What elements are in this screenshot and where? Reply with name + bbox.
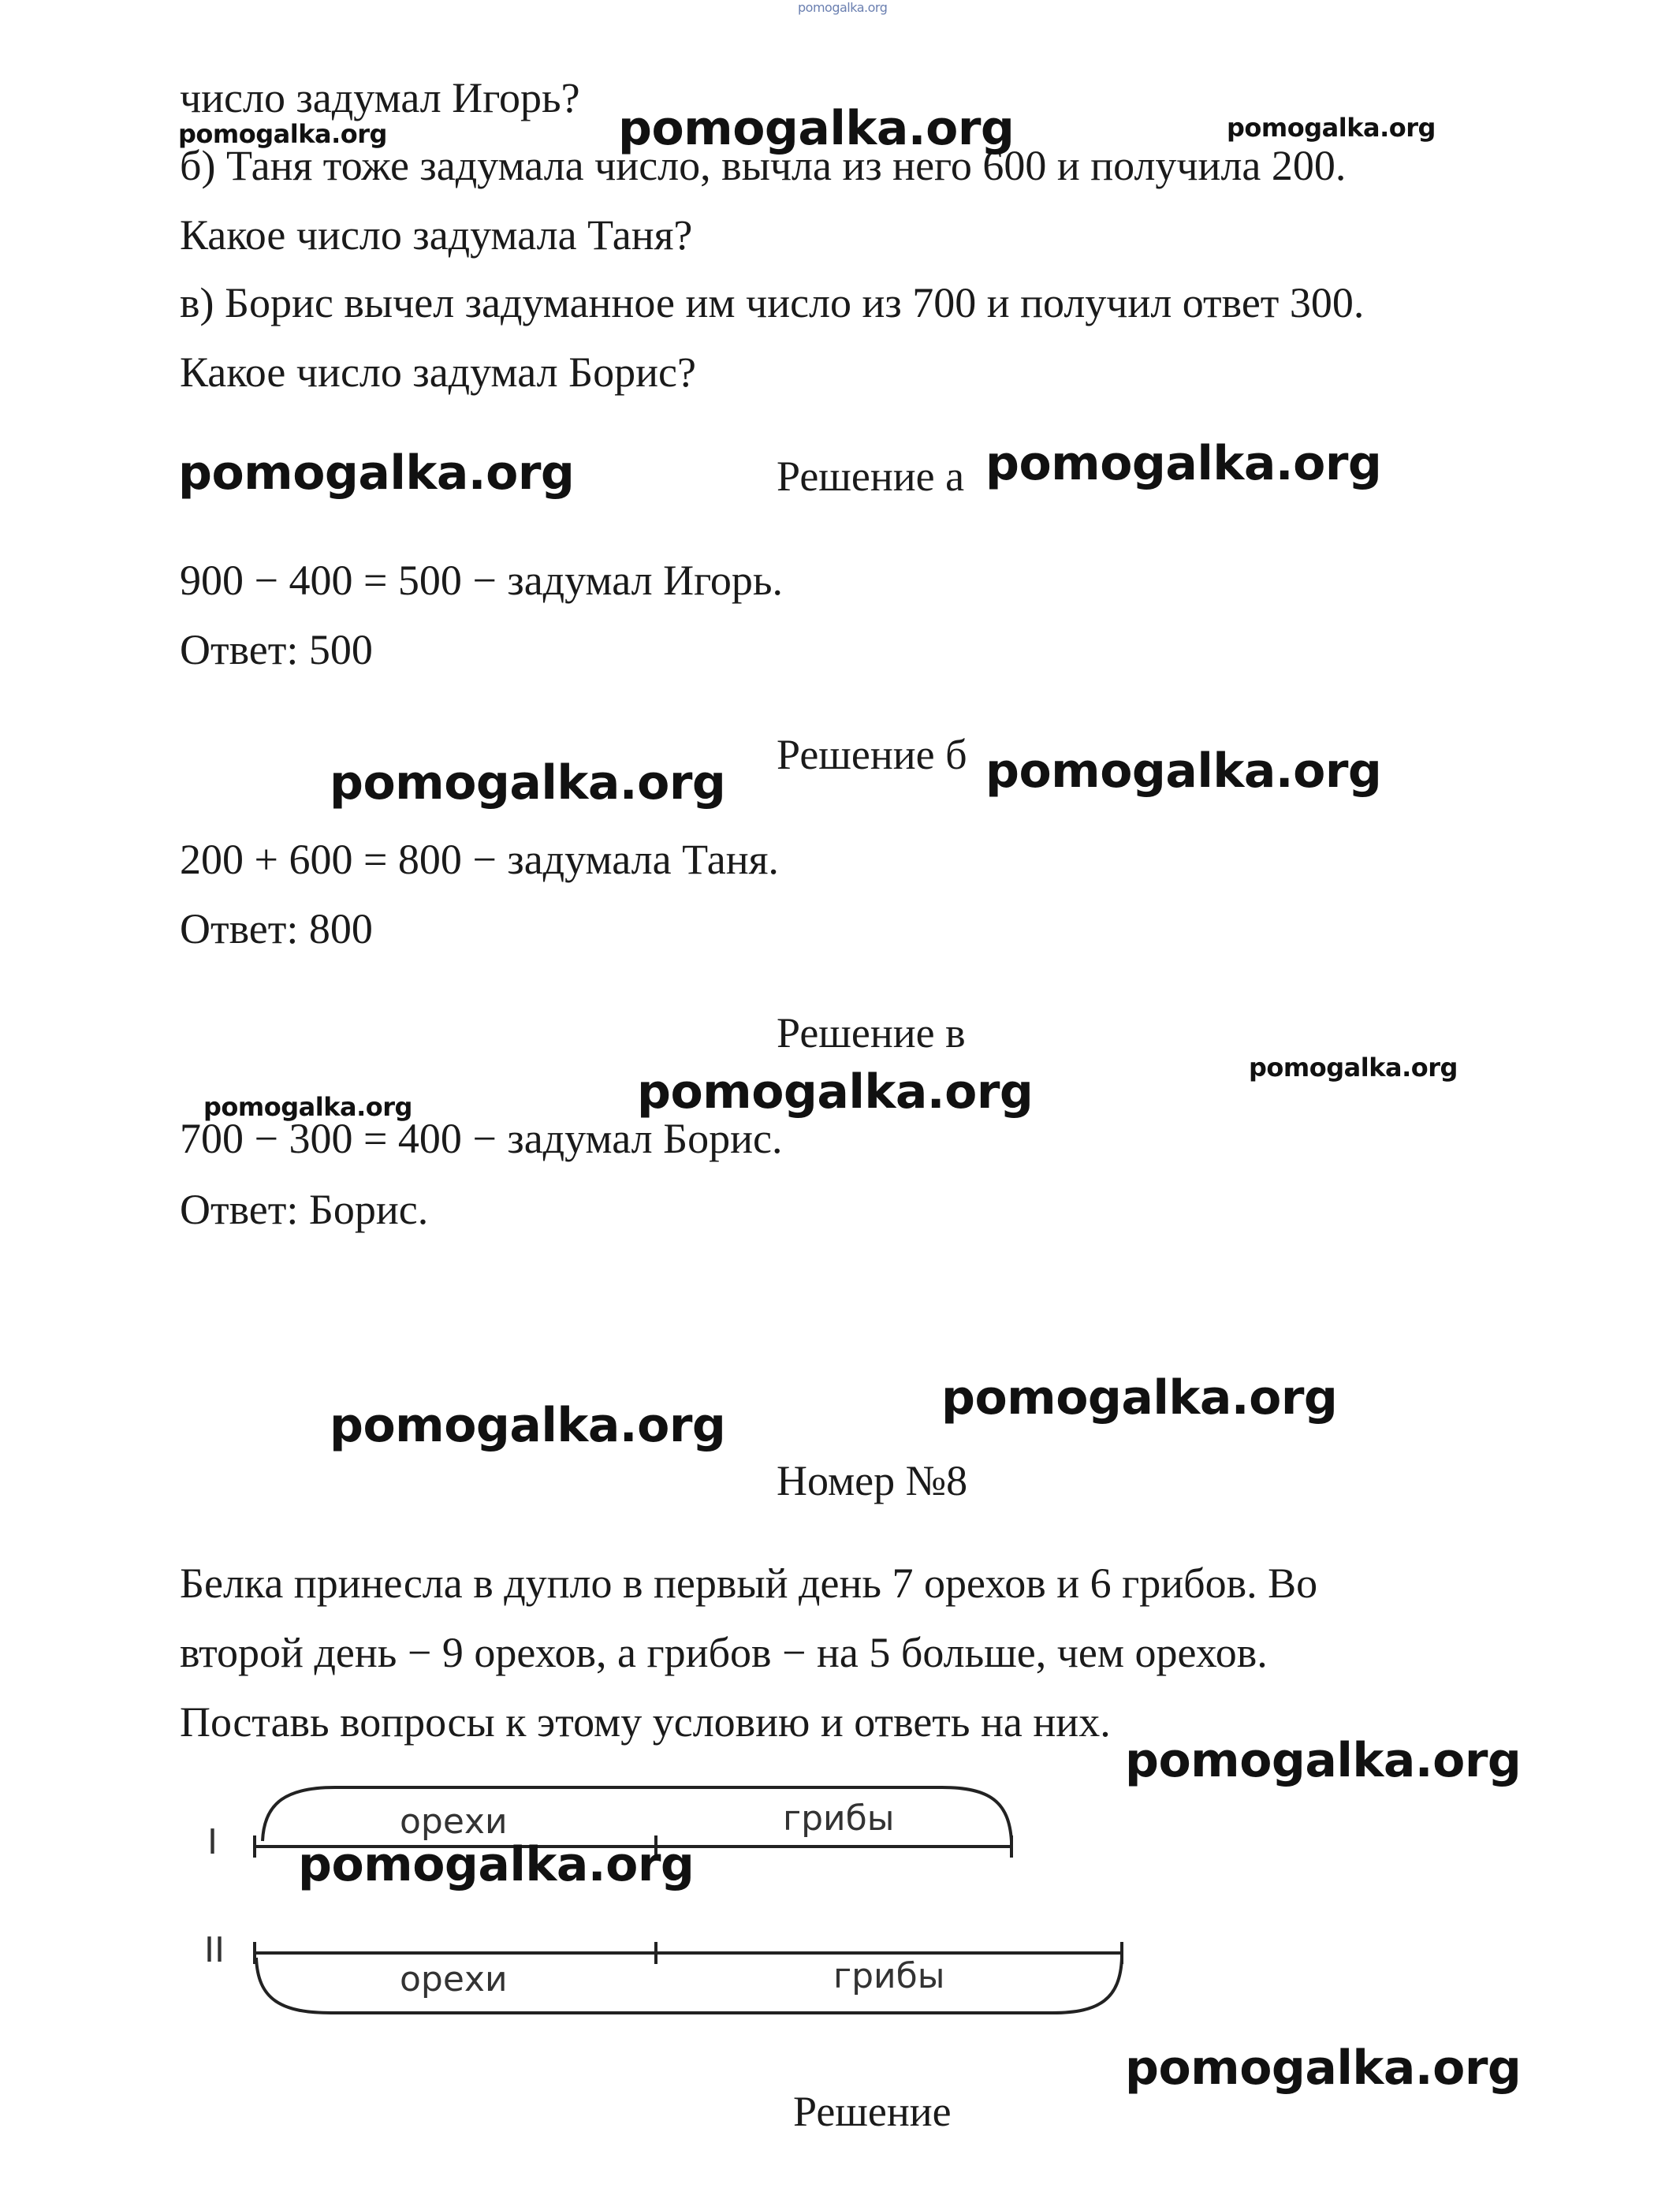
task8-line-2: второй день − 9 орехов, а грибов − на 5 больше, чем орехов. xyxy=(180,1629,1268,1676)
watermark: pomogalka.org xyxy=(1125,1733,1522,1788)
solution-c-equation: 700 − 300 = 400 − задумал Борис. xyxy=(180,1115,783,1162)
row1-label-nuts: орехи xyxy=(400,1802,508,1842)
watermark: pomogalka.org xyxy=(178,119,387,149)
task8-line-1: Белка принесла в дупло в первый день 7 орехов и 6 грибов. Во xyxy=(180,1560,1318,1607)
question-line-4: в) Борис вычел задуманное им число из 700 и получил ответ 300. xyxy=(180,279,1365,326)
task8-solution-heading: Решение xyxy=(793,2088,952,2135)
row2-label-mushrooms: грибы xyxy=(833,1956,945,1996)
row1-brace xyxy=(263,1787,1011,1841)
row1-label-mushrooms: грибы xyxy=(783,1798,895,1839)
solution-c-heading: Решение в xyxy=(777,1009,966,1057)
watermark: pomogalka.org xyxy=(330,1398,726,1453)
question-line-3: Какое число задумала Таня? xyxy=(180,211,693,259)
task8-heading: Номер №8 xyxy=(777,1457,968,1504)
solution-a-answer: Ответ: 500 xyxy=(180,626,373,673)
solution-b-heading: Решение б xyxy=(777,731,967,778)
header-watermark: pomogalka.org xyxy=(798,0,888,15)
watermark: pomogalka.org xyxy=(1249,1053,1458,1083)
question-line-5: Какое число задумал Борис? xyxy=(180,348,696,396)
watermark: pomogalka.org xyxy=(1125,2040,1522,2096)
watermark: pomogalka.org xyxy=(1227,113,1436,143)
segment-diagram xyxy=(185,1754,1147,2038)
solution-a-equation: 900 − 400 = 500 − задумал Игорь. xyxy=(180,557,784,604)
watermark: pomogalka.org xyxy=(178,445,575,501)
row1-label: I xyxy=(207,1822,218,1862)
solution-c-answer: Ответ: Борис. xyxy=(180,1186,429,1233)
watermark: pomogalka.org xyxy=(985,436,1382,491)
question-line-2: б) Таня тоже задумала число, вычла из него 600 и получила 200. xyxy=(180,142,1347,189)
watermark: pomogalka.org xyxy=(941,1370,1338,1426)
solution-b-equation: 200 + 600 = 800 − задумала Таня. xyxy=(180,836,779,883)
row2-brace xyxy=(256,1958,1122,2013)
question-line-1: число задумал Игорь? xyxy=(180,74,580,121)
watermark: pomogalka.org xyxy=(985,743,1382,799)
task8-line-3: Поставь вопросы к этому условию и ответь на них. xyxy=(180,1698,1111,1746)
watermark: pomogalka.org xyxy=(618,101,1015,156)
watermark: pomogalka.org xyxy=(298,1837,695,1892)
solution-a-heading: Решение а xyxy=(777,453,965,500)
watermark: pomogalka.org xyxy=(330,755,726,811)
watermark: pomogalka.org xyxy=(203,1092,412,1122)
row2-label-nuts: орехи xyxy=(400,1959,508,1999)
watermark: pomogalka.org xyxy=(637,1064,1034,1120)
solution-b-answer: Ответ: 800 xyxy=(180,905,373,952)
row2-label: II xyxy=(204,1930,225,1970)
